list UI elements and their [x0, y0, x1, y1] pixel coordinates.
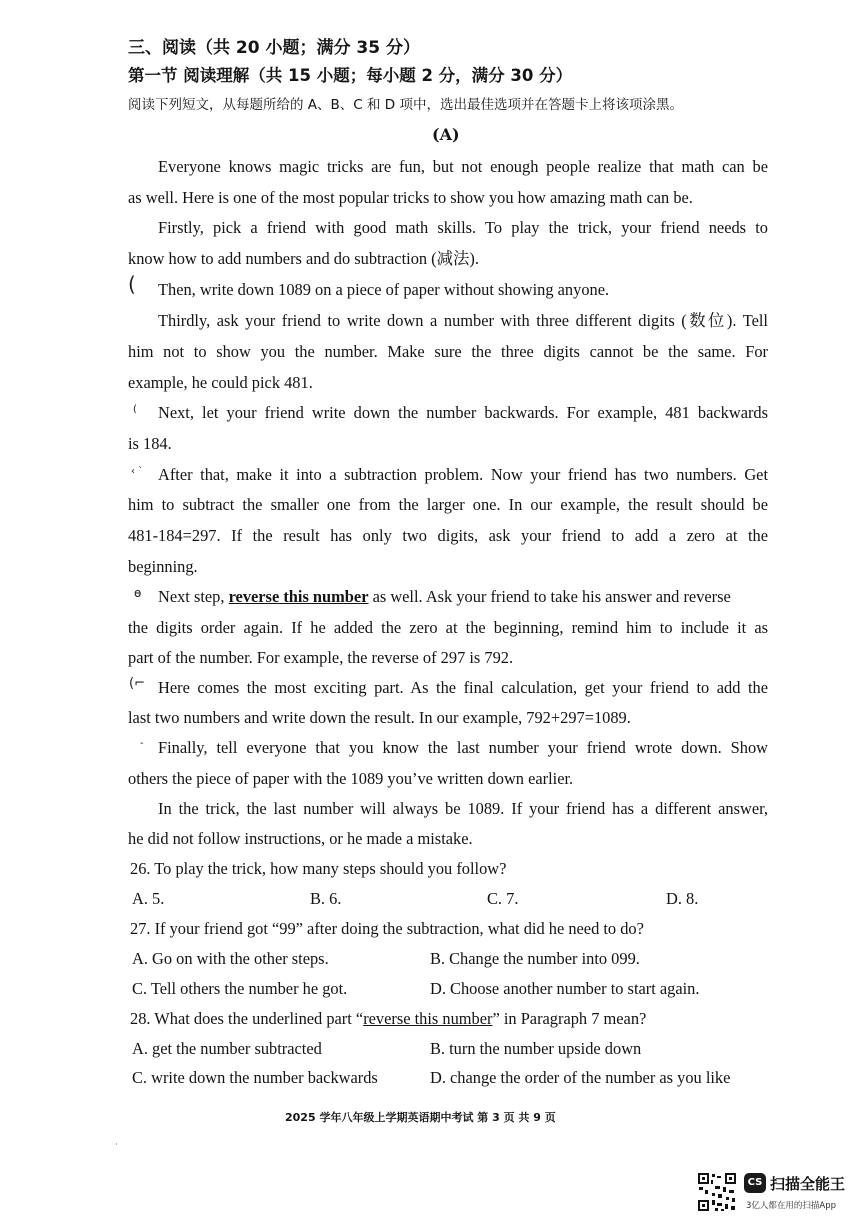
passage-line: Finally, tell everyone that you know the last number your friend wrote down. Show: [158, 738, 768, 757]
option-a[interactable]: A. 5.: [132, 889, 165, 908]
stem-prefix: 28. What does the underlined part “: [130, 1009, 364, 1028]
passage-line: him to subtract the smaller one from the larger one. In our example, the result should be: [128, 495, 768, 514]
section-heading: 三、阅读（共 20 小题；满分 35 分）: [128, 38, 420, 58]
option-c[interactable]: C. Tell others the number he got.: [132, 979, 348, 998]
subsection-heading: 第一节 阅读理解（共 15 小题；每小题 2 分，满分 30 分）: [128, 66, 573, 85]
stem-suffix: ” in Paragraph 7 mean?: [492, 1009, 647, 1028]
passage-line: Here comes the most exciting part. As the final calculation, get your friend to add the: [158, 678, 768, 697]
pen-mark: (: [133, 404, 137, 415]
passage-line: the digits order again. If he added the zero at the beginning, remind him to include it as: [128, 618, 768, 637]
scanner-tagline: 3亿人都在用的扫描App: [746, 1201, 837, 1211]
option-b[interactable]: B. turn the number upside down: [430, 1039, 642, 1058]
pen-mark: ɵ: [134, 586, 142, 600]
passage-line: others the piece of paper with the 1089 you’ve written down earlier.: [128, 769, 574, 788]
p7-suffix: as well. Ask your friend to take his answer and reverse: [368, 587, 731, 606]
question-stem: 27. If your friend got “99” after doing the subtraction, what did he need to do?: [130, 919, 644, 938]
scanner-logo-icon: CS: [744, 1173, 766, 1193]
pen-mark: -: [140, 738, 144, 749]
pen-mark: (⌐: [129, 676, 145, 691]
passage-line: example, he could pick 481.: [128, 373, 313, 392]
passage-line: Thirdly, ask your friend to write down a number with three different digits (数位). Tell: [158, 311, 768, 330]
option-b[interactable]: B. Change the number into 099.: [430, 949, 640, 968]
option-a[interactable]: A. get the number subtracted: [132, 1039, 322, 1058]
passage-line: Firstly, pick a friend with good math skills. To play the trick, your friend needs to: [158, 218, 768, 237]
passage-line: last two numbers and write down the result. In our example, 792+297=1089.: [128, 708, 631, 727]
passage-line: 481-184=297. If the result has only two digits, ask your friend to add a zero at the: [128, 526, 768, 545]
instructions: 阅读下列短文，从每题所给的 A、B、C 和 D 项中，选出最佳选项并在答题卡上将该项涂黑。: [128, 97, 683, 113]
scanner-brand: 扫描全能王: [770, 1175, 846, 1193]
stem-underlined: reverse this number: [363, 1009, 493, 1028]
passage-line: he did not follow instructions, or he made a mistake.: [128, 829, 473, 848]
speck: ·: [115, 1140, 118, 1149]
paragraph-7-line-1: [158, 586, 768, 608]
passage-line: know how to add numbers and do subtraction (减法).: [128, 249, 479, 268]
passage-line: Next, let your friend write down the number backwards. For example, 481 backwards: [158, 403, 768, 422]
option-d[interactable]: D. change the order of the number as you like: [430, 1068, 731, 1087]
option-d[interactable]: D. Choose another number to start again.: [430, 979, 700, 998]
page-footer: 2025 学年八年级上学期英语期中考试 第 3 页 共 9 页: [285, 1111, 556, 1124]
option-b[interactable]: B. 6.: [310, 889, 342, 908]
option-d[interactable]: D. 8.: [666, 889, 699, 908]
passage-line: Everyone knows magic tricks are fun, but not enough people realize that math can be: [158, 157, 768, 176]
question-stem: [130, 1008, 646, 1030]
passage-line: In the trick, the last number will always be 1089. If your friend has a different answer,: [158, 799, 768, 818]
passage-line: beginning.: [128, 557, 198, 576]
p7-prefix: Next step,: [158, 587, 229, 606]
passage-line: him not to show you the number. Make sure the three digits cannot be the same. For: [128, 342, 768, 361]
pen-mark: ‹ `: [131, 466, 144, 477]
option-c[interactable]: C. 7.: [487, 889, 519, 908]
passage-line: part of the number. For example, the reverse of 297 is 792.: [128, 648, 514, 667]
pen-mark: (: [128, 272, 136, 296]
qr-code-icon: [697, 1172, 737, 1212]
option-a[interactable]: A. Go on with the other steps.: [132, 949, 329, 968]
passage-line: is 184.: [128, 434, 172, 453]
passage-title: (A): [432, 125, 460, 144]
option-c[interactable]: C. write down the number backwards: [132, 1068, 378, 1087]
underlined-phrase: reverse this number: [228, 587, 369, 606]
passage-line: Then, write down 1089 on a piece of paper without showing anyone.: [158, 280, 610, 299]
passage-line: as well. Here is one of the most popular tricks to show you how amazing math can be.: [128, 188, 693, 207]
passage-line: After that, make it into a subtraction problem. Now your friend has two numbers. Get: [158, 465, 768, 484]
question-stem: 26. To play the trick, how many steps should you follow?: [130, 859, 507, 878]
